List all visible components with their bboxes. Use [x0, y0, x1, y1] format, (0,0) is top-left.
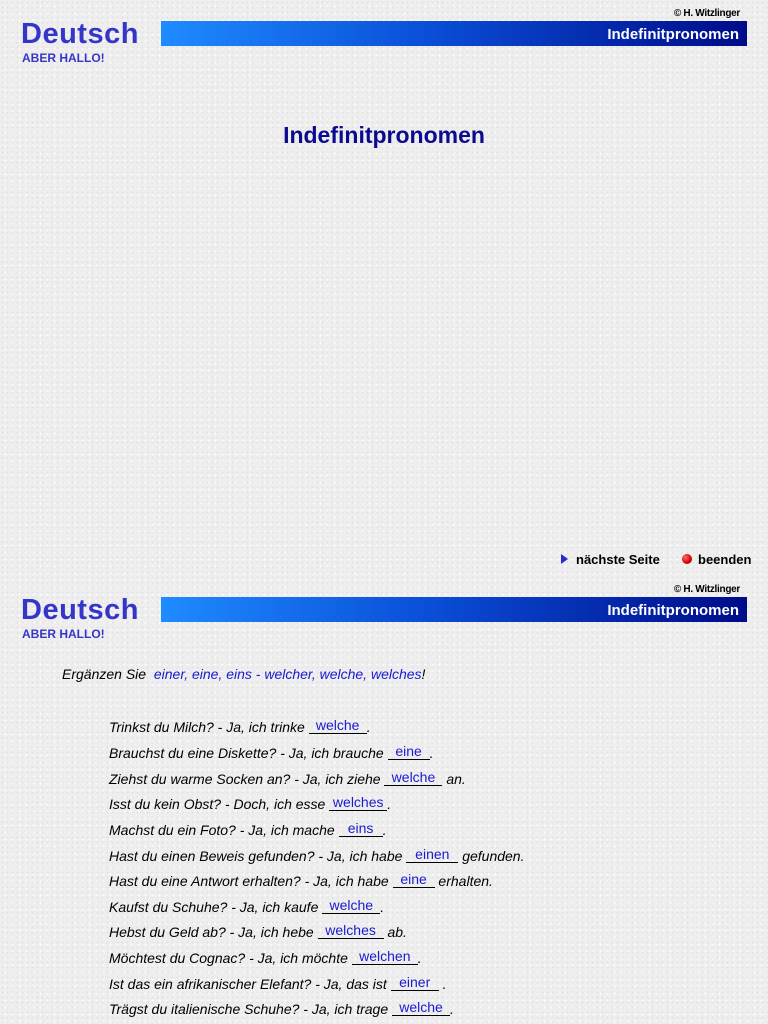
header-bar-2 [161, 597, 747, 622]
answer-blank[interactable]: welches [318, 923, 384, 939]
exercise-tail: ab. [383, 924, 407, 940]
exercise-row [109, 899, 384, 916]
exercise-row [109, 796, 391, 813]
answer-blank[interactable]: eine [393, 872, 435, 888]
brand-subtitle: ABER HALLO! [22, 51, 105, 65]
exercise-tail: . [366, 719, 371, 735]
header-bar [161, 21, 747, 46]
exercise-row [109, 950, 422, 967]
exercise-tail: . [382, 822, 387, 838]
exercise-question: Möchtest du Cognac? - Ja, ich möchte [109, 950, 352, 966]
quit-label: beenden [698, 552, 752, 567]
exercise-question: Hast du einen Beweis gefunden? - Ja, ich habe [109, 848, 407, 864]
brand-logo: Deutsch [21, 18, 139, 50]
exercise-tail: an. [442, 771, 466, 787]
exercise-question: Isst du kein Obst? - Doch, ich esse [109, 796, 330, 812]
answer-blank[interactable]: welche [322, 898, 380, 914]
instruction-suffix: ! [421, 666, 426, 682]
brand-subtitle-2: ABER HALLO! [22, 627, 105, 641]
arrow-right-icon [561, 554, 568, 564]
exercise-row [109, 745, 433, 762]
answer-blank[interactable]: eins [339, 821, 383, 837]
exercise-row [109, 1001, 454, 1018]
exercise-row [109, 848, 524, 865]
next-page-label: nächste Seite [576, 552, 660, 567]
instruction-words: einer, eine, eins - welcher, welche, welches [153, 666, 422, 682]
answer-blank[interactable]: welches [329, 795, 387, 811]
answer-blank[interactable]: welche [309, 718, 367, 734]
exercise-tail: . [450, 1001, 454, 1017]
instruction-prefix: Ergänzen Sie [62, 666, 147, 682]
exercise-question: Ziehst du warme Socken an? - Ja, ich ziehe [109, 771, 385, 787]
exercise-question: Machst du ein Foto? - Ja, ich mache [109, 822, 339, 838]
exercise-row [109, 822, 386, 839]
exercise-tail: . [417, 950, 422, 966]
instruction-text [62, 666, 425, 682]
header-bar-title-2: Indefinitpronomen [607, 602, 739, 619]
exercise-question: Hast du eine Antwort erhalten? - Ja, ich habe [109, 873, 393, 889]
exercise-question: Trägst du italienische Schuhe? - Ja, ich trage [109, 1001, 393, 1017]
answer-blank[interactable]: einer [391, 975, 439, 991]
exercise-question: Kaufst du Schuhe? - Ja, ich kaufe [109, 899, 323, 915]
header-bar-title: Indefinitpronomen [607, 26, 739, 43]
exercise-row [109, 719, 371, 736]
exercise-row [109, 771, 466, 788]
exercise-question: Hebst du Geld ab? - Ja, ich hebe [109, 924, 318, 940]
exercise-row [109, 873, 493, 890]
exercise-row [109, 924, 407, 941]
exercise-question: Trinkst du Milch? - Ja, ich trinke [109, 719, 309, 735]
page-title: Indefinitpronomen [283, 122, 485, 148]
answer-blank[interactable]: einen [406, 847, 458, 863]
exercise-tail: gefunden. [458, 848, 525, 864]
exercise-tail: erhalten. [434, 873, 493, 889]
exercise-tail: . [380, 899, 385, 915]
exercise-tail: . [387, 796, 392, 812]
next-page-link[interactable] [561, 552, 660, 567]
exercise-tail: . [438, 976, 447, 992]
copyright-notice-2: © H. Witzlinger [673, 584, 740, 595]
answer-blank[interactable]: eine [388, 744, 430, 760]
exercise-question: Brauchst du eine Diskette? - Ja, ich brauche [109, 745, 388, 761]
answer-blank[interactable]: welchen [352, 949, 418, 965]
brand-logo-2: Deutsch [21, 594, 139, 626]
quit-link[interactable] [682, 552, 751, 567]
answer-blank[interactable]: welche [392, 1000, 450, 1016]
exercise-row [109, 976, 446, 993]
red-dot-icon [682, 554, 692, 564]
exercise-tail: . [429, 745, 434, 761]
answer-blank[interactable]: welche [384, 770, 442, 786]
exercise-question: Ist das ein afrikanischer Elefant? - Ja, das ist [109, 976, 391, 992]
copyright-notice: © H. Witzlinger [673, 8, 740, 19]
